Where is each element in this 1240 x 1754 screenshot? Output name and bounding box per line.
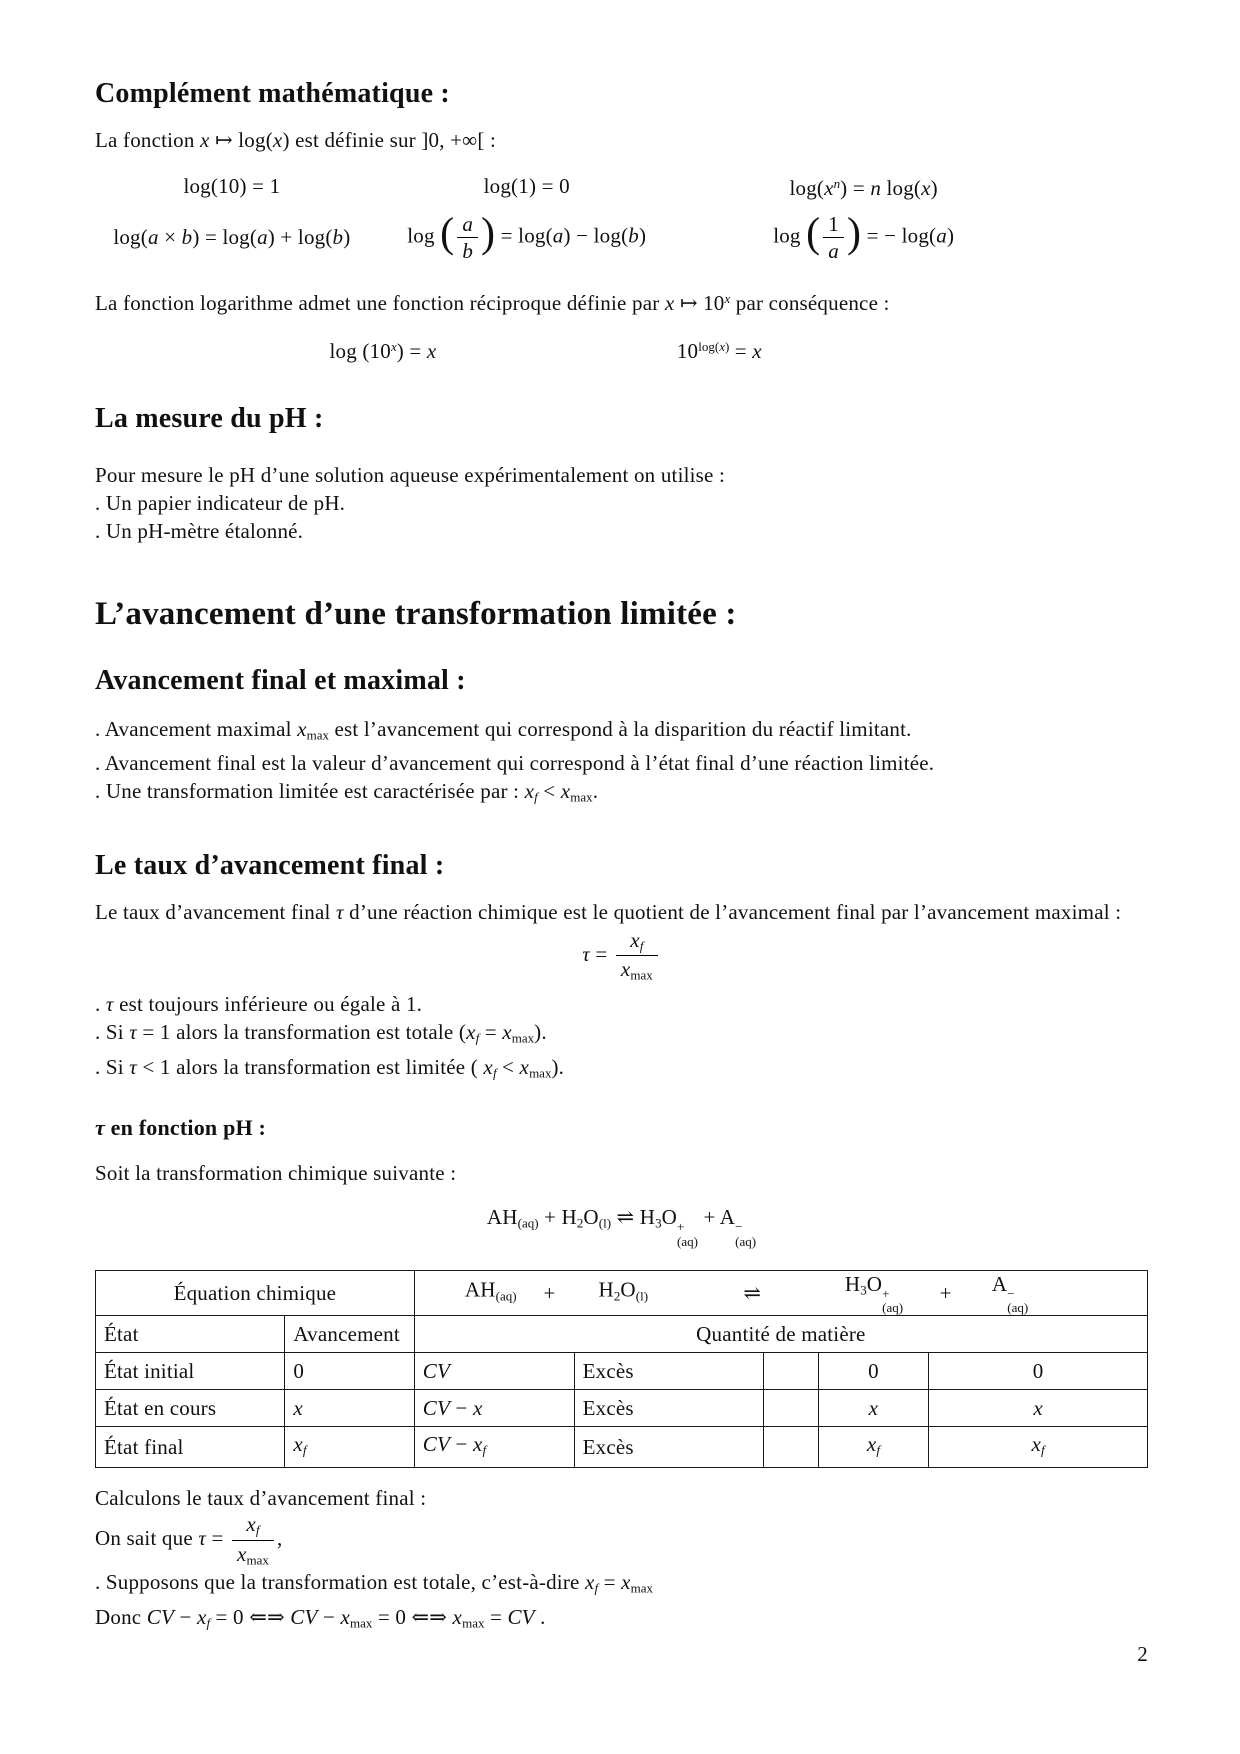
bullet-tau-egale-1: . Si τ = 1 alors la transformation est totale $(x_f = x_{max})$. xyxy=(95,1020,547,1046)
calculons-line: Calculons le taux d’avancement final : xyxy=(95,1486,427,1511)
table-row-headers xyxy=(96,1315,1148,1352)
section-title-complement-mathematique: Complément mathématique : xyxy=(95,78,450,109)
formula-10-power-log-x: $10^{log(x)} = x$ xyxy=(676,338,762,363)
cell-a-quantity: x xyxy=(929,1389,1148,1426)
cell-ah-quantity: CV − x xyxy=(414,1389,574,1426)
cell-empty xyxy=(764,1389,819,1426)
ph-measure-item-phmetre: . Un pH-mètre étalonné. xyxy=(95,518,304,543)
formula-log1: log(1) = 0 xyxy=(483,173,570,198)
cell-empty xyxy=(764,1352,819,1389)
cell-ah-quantity: CV xyxy=(414,1352,574,1389)
donc-line: Donc CV − $x_f = 0$ ⇐⇒ CV − $x_{max} = 0$ ⇐⇒ $x_{max}$ = CV . xyxy=(95,1605,546,1631)
page-number: 2 xyxy=(1137,1641,1148,1666)
cell-h2o-quantity: Excès xyxy=(574,1426,763,1468)
cell-avancement: 0 xyxy=(285,1352,414,1389)
cell-avancement: $x_f$ xyxy=(285,1426,414,1468)
table-equation-layout xyxy=(423,1271,1139,1316)
formula-log-quotient: log ( $\frac{a}{b}$ ) = log(a) − log(b) xyxy=(407,210,647,263)
subsection-title-taux-avancement: Le taux d’avancement final : xyxy=(95,849,445,881)
table-row-etat-initial xyxy=(96,1352,1148,1389)
cell-ah-quantity: CV − $x_f$ xyxy=(414,1426,574,1468)
equation-equilibrium-arrow: ⇌ xyxy=(743,1280,762,1305)
table-corner-equation-chimique: Équation chimique xyxy=(96,1270,415,1315)
row-label: État en cours xyxy=(96,1389,285,1426)
equation-species-h3o: $H_3O$ + (aq) xyxy=(844,1271,904,1316)
bullet-tau-inferieure: . τ est toujours inférieure ou égale à 1. xyxy=(95,992,423,1017)
formula-log-product: log(a × b) = log(a) + log(b) xyxy=(113,225,351,250)
cell-avancement: x xyxy=(285,1389,414,1426)
cell-h3o-quantity: 0 xyxy=(818,1352,928,1389)
tau-bullets xyxy=(95,990,1148,1087)
supposons-line: . Supposons que la transformation est totale, c’est-à-dire $x_f = x_{max}$ xyxy=(95,1570,654,1597)
table-row-etat-final xyxy=(96,1426,1148,1468)
formula-tau: τ = $\frac{x_f}{x_{max}}$ xyxy=(95,928,1148,984)
transformation-intro: Soit la transformation chimique suivante : xyxy=(95,1161,457,1186)
taux-definition-paragraph: Le taux d’avancement final τ d’une réaction chimique est le quotient de l’avancement final par l’avancement maximal : xyxy=(95,899,1122,924)
formula-log-power: $\log(x^n) = n$ log(x) xyxy=(789,175,938,200)
chemical-equation: $AH_{(aq)} + H_2O_{(l)}$ ⇌ $H_3O$ + (aq) + A − (aq) xyxy=(486,1205,757,1250)
chapter-title-avancement: L’avancement d’une transformation limitée : xyxy=(95,595,737,632)
bullet-avancement-final: . Avancement final est la valeur d’avancement qui correspond à l’état final d’une réaction limitée. xyxy=(95,751,935,776)
section-title-mesure-ph: La mesure du pH : xyxy=(95,402,324,434)
formula-log-10-power-x: $\log (10^x) = x$ xyxy=(329,338,437,363)
table-row-etat-en-cours xyxy=(96,1389,1148,1426)
cell-h2o-quantity: Excès xyxy=(574,1389,763,1426)
conclusion-block xyxy=(95,1484,1148,1637)
cell-h3o-quantity: x xyxy=(818,1389,928,1426)
cell-h3o-quantity: $x_f$ xyxy=(818,1426,928,1468)
reciprocal-formulas-row xyxy=(95,333,1148,365)
table-equation-cell xyxy=(414,1270,1147,1315)
formula-log-inverse: log ( $\frac{1}{a}$ ) = − log(a) xyxy=(773,210,955,263)
avancement-bullets xyxy=(95,715,1148,812)
table-header-quantite: Quantité de matière xyxy=(414,1315,1147,1352)
log-identities-grid xyxy=(95,170,1148,263)
bullet-transformation-limitee: . Une transformation limitée est caractérisée par : $x_f < x_{max}$. xyxy=(95,779,599,805)
ph-measure-paragraph xyxy=(95,461,1148,545)
cell-a-quantity: 0 xyxy=(929,1352,1148,1389)
ph-measure-item-paper: . Un papier indicateur de pH. xyxy=(95,490,346,515)
table-row-equation xyxy=(96,1270,1148,1315)
row-label: État initial xyxy=(96,1352,285,1389)
advancement-table xyxy=(95,1270,1148,1469)
cell-empty xyxy=(764,1426,819,1468)
row-label: État final xyxy=(96,1426,285,1468)
subsubsection-title-tau-fonction-ph: τ en fonction pH : xyxy=(95,1115,267,1141)
equation-species-a: A − (aq) xyxy=(991,1271,1029,1316)
cell-a-quantity: $x_f$ xyxy=(929,1426,1148,1468)
bullet-avancement-maximal: . Avancement maximal $x_{max}$ est l’avancement qui correspond à la disparition du réactif limitant. xyxy=(95,716,912,743)
table-header-etat: État xyxy=(96,1315,285,1352)
table-header-avancement: Avancement xyxy=(285,1315,414,1352)
ph-measure-line: Pour mesure le pH d’une solution aqueuse expérimentalement on utilise : xyxy=(95,462,726,487)
equation-plus-sign: + xyxy=(939,1280,952,1305)
log-reciprocal-intro: La fonction logarithme admet une fonction réciproque définie par x ↦ 10$^x$ par conséquence : xyxy=(95,290,890,315)
equation-species-ah: $AH_{(aq)}$ xyxy=(464,1277,517,1303)
on-sait-que-line: On sait que τ = $\frac{x_f}{x_{max}}$ , xyxy=(95,1512,283,1568)
subsection-title-avancement-final-maximal: Avancement final et maximal : xyxy=(95,664,466,696)
equation-plus-sign: + xyxy=(543,1280,556,1305)
log-definition-intro: La fonction x ↦ log(x) est définie sur ]0, +∞[ : xyxy=(95,128,497,152)
bullet-tau-inferieure-1: . Si τ < 1 alors la transformation est limitée ( $x_f < x_{max}$). xyxy=(95,1054,565,1081)
cell-h2o-quantity: Excès xyxy=(574,1352,763,1389)
formula-log10: log(10) = 1 xyxy=(183,173,281,198)
equation-species-h2o: $H_2O_{(l)}$ xyxy=(598,1277,649,1303)
